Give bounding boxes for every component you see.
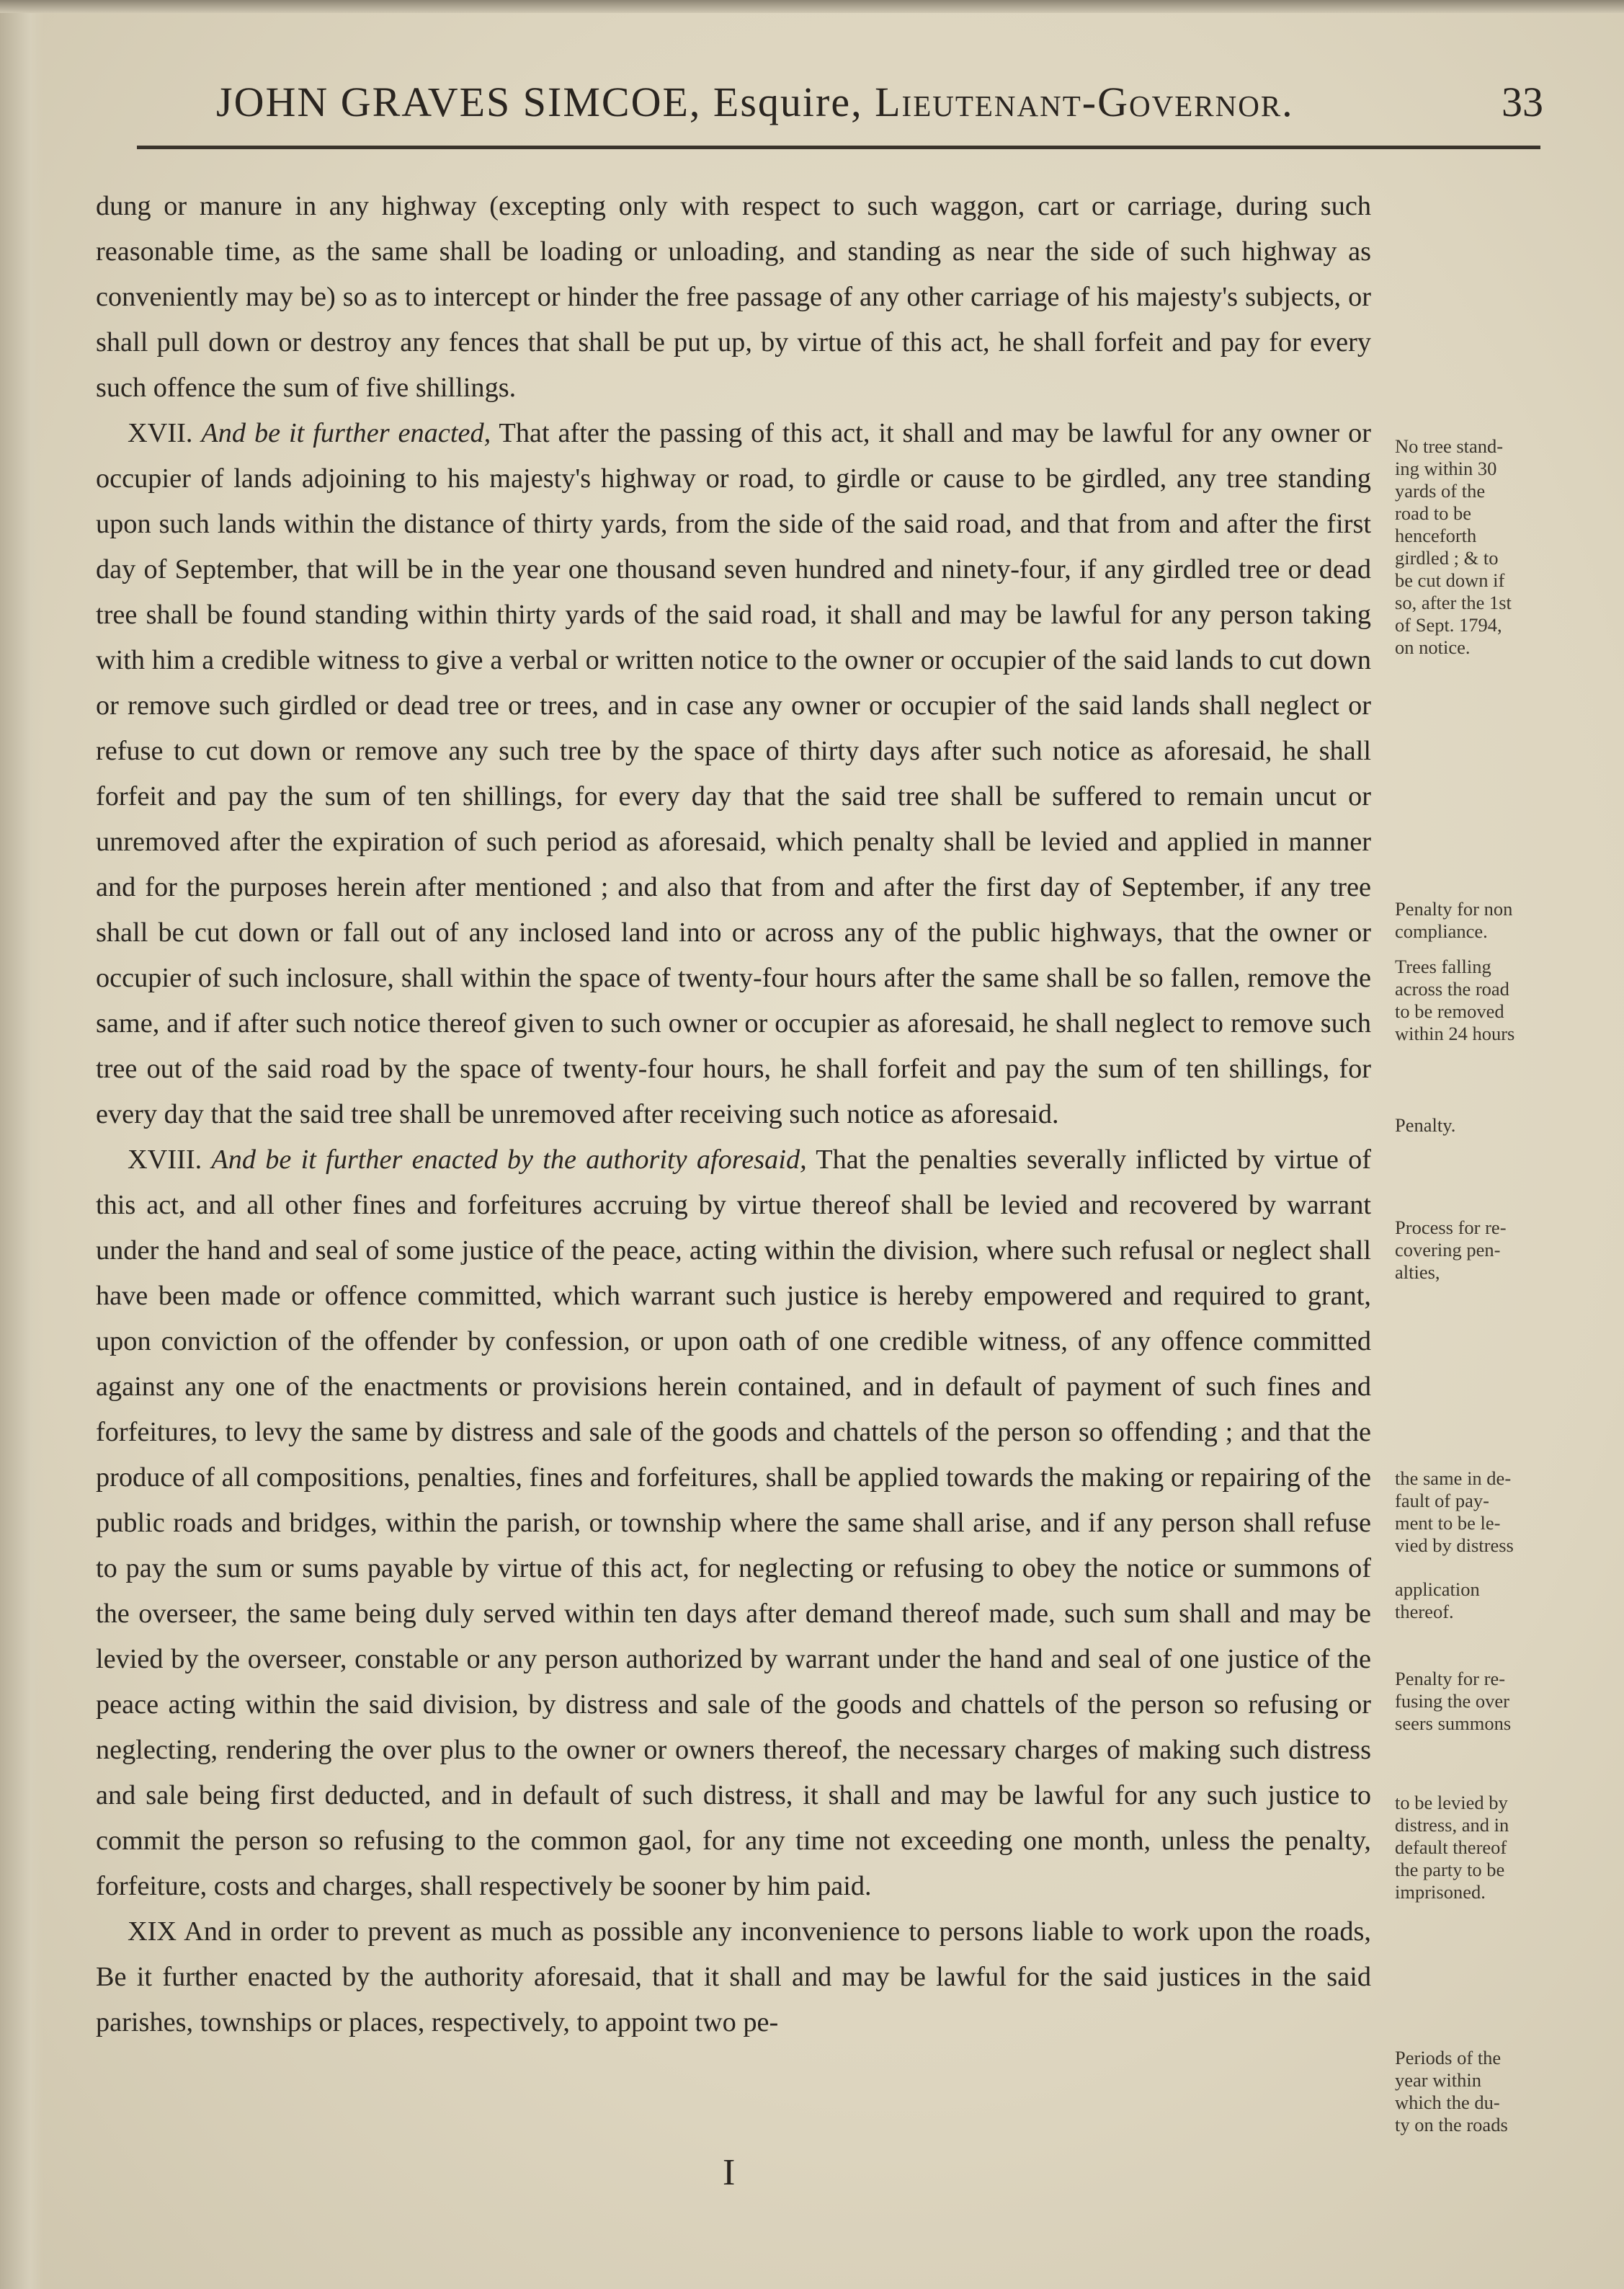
note-line: road to be — [1395, 502, 1471, 524]
main-text — [96, 184, 1371, 2045]
section-number: XIX — [128, 1916, 177, 1947]
note-line: application — [1395, 1578, 1480, 1600]
section-number: XVIII. — [128, 1144, 202, 1175]
note-line: Penalty for re- — [1395, 1668, 1506, 1689]
note-line: Penalty. — [1395, 1114, 1456, 1136]
note-line: covering pen- — [1395, 1239, 1501, 1261]
section-xvii — [96, 411, 1371, 1137]
running-head — [216, 78, 1294, 126]
note-line: year within — [1395, 2069, 1481, 2091]
margin-note-imprisoned — [1395, 1792, 1562, 1903]
note-line: so, after the 1st — [1395, 592, 1512, 613]
note-line: on notice. — [1395, 636, 1471, 658]
note-line: henceforth — [1395, 525, 1477, 546]
margin-note-levy-distress — [1395, 1467, 1562, 1557]
note-line: distress, and in — [1395, 1814, 1509, 1836]
note-line: Periods of the — [1395, 2047, 1502, 2068]
note-line: which the du- — [1395, 2092, 1500, 2113]
margin-note-periods — [1395, 2047, 1562, 2136]
note-line: alties, — [1395, 1261, 1440, 1283]
page-header — [0, 78, 1624, 135]
enacting-clause: And be it further enacted by the authority aforesaid, — [211, 1144, 807, 1175]
note-line: ty on the roads — [1395, 2114, 1508, 2135]
note-line: Trees falling — [1395, 956, 1491, 977]
note-line: girdled ; & to — [1395, 547, 1499, 569]
note-line: to be removed — [1395, 1000, 1504, 1022]
section-text: That the penalties severally inflicted by virtue of this act, and all other fines and forfeitures accruing by virtue thereof shall be levied and recovered by warrant under the hand and seal of some justice of the peace, acting within the division, where such refusal or neglect shall have been made or offence committed, which warrant such justice is hereby empowered and required to grant, upon conviction of the offender by confession, or upon oath of one credible witness, of any offence committed against any one of the enactments or provisions herein contained, and in default of payment of such fines and forfeitures, to levy the same by distress and sale of the goods and chattels of the person so offending ; and that the produce of all compositions, penalties, fines and forfeitures, shall be applied towards the making or repairing of the public roads and bridges, within the parish, or township where the same shall arise, and if any person shall refuse to pay the sum or sums payable by virtue of this act, for neglecting or refusing to obey the notice or summons of the overseer, the same being duly served within ten days after demand thereof made, such sum shall and may be levied by the overseer, constable or any person authorized by warrant under the hand and seal of one justice of the peace acting within the said division, by distress and sale of the goods and chattels of the person so refusing or neglecting, rendering the over plus to the owner or owners thereof, the necessary charges of making such distress and sale being first deducted, and in default of such distress, it shall and may be lawful for any such justice to commit the person so refusing to the common gaol, for any time not exceeding one month, unless the penalty, forfeiture, costs and charges, shall respectively be sooner by him paid. — [96, 1144, 1372, 1901]
note-line: within 24 hours — [1395, 1023, 1515, 1044]
note-line: fusing the over — [1395, 1690, 1509, 1712]
book-binding-shadow — [0, 0, 43, 2289]
note-line: yards of the — [1395, 480, 1486, 502]
note-line: ment to be le- — [1395, 1512, 1501, 1534]
page-number: 33 — [1502, 79, 1543, 125]
note-line: across the road — [1395, 978, 1509, 1000]
header-rule — [137, 146, 1540, 149]
margin-note-process — [1395, 1217, 1562, 1284]
margin-note-tree-standing — [1395, 435, 1562, 659]
enacting-clause: And be it further enacted, — [201, 418, 491, 448]
section-text: And in order to prevent as much as possible any inconvenience to persons liable to work upon the roads, Be it further enacted by the authority aforesaid, that it shall and may be lawful for the said justices in the said parishes, townships or places, respectively, to appoint two pe- — [96, 1916, 1371, 2037]
note-line: Penalty for non — [1395, 898, 1513, 920]
signature-mark: I — [723, 2152, 736, 2193]
running-head-title: Lieutenant-Governor. — [875, 79, 1294, 125]
note-line: the party to be — [1395, 1859, 1505, 1880]
margin-note-penalty — [1395, 1114, 1562, 1137]
note-line: of Sept. 1794, — [1395, 614, 1502, 636]
section-number: XVII. — [128, 418, 193, 448]
note-line: imprisoned. — [1395, 1881, 1486, 1903]
page-top-edge — [0, 0, 1624, 13]
section-xviii — [96, 1137, 1371, 1909]
note-line: vied by distress — [1395, 1534, 1514, 1556]
margin-note-overseers — [1395, 1668, 1562, 1735]
note-line: default thereof — [1395, 1836, 1507, 1858]
note-line: fault of pay- — [1395, 1490, 1489, 1511]
section-text: That after the passing of this act, it shall and may be lawful for any owner or occupier of lands adjoining to his majesty's highway or road, to girdle or cause to be girdled, any tree standing upon such lands within the distance of thirty yards, from the side of the said road, and that from and after the first day of September, that will be in the year one thousand seven hundred and ninety-four, if any girdled tree or dead tree shall be found standing within thirty yards of the said road, it shall and may be lawful for any person taking with him a credible witness to give a verbal or written notice to the owner or occupier of the said lands to cut down or remove such girdled or dead tree or trees, and in case any owner or occupier of the said lands shall neglect or refuse to cut down or remove any such tree by the space of thirty days after such notice as aforesaid, he shall forfeit and pay the sum of ten shillings, for every day that the said tree shall be suffered to remain uncut or unremoved after the expiration of such period as aforesaid, which penalty shall be levied and applied in manner and for the purposes herein after mentioned ; and also that from and after the first day of September, if any tree shall be cut down or fall out of any inclosed land into or across any of the public highways, that the owner or occupier of such inclosure, shall within the space of twenty-four hours after the same shall be so fallen, remove the same, and if after such notice thereof given to such owner or occupier as aforesaid, he shall neglect to remove such tree out of the said road by the space of twenty-four hours, he shall forfeit and pay the sum of ten shillings, for every day that the said tree shall be unremoved after receiving such notice as aforesaid. — [96, 418, 1372, 1129]
margin-note-penalty-non-compliance — [1395, 898, 1562, 943]
margin-note-application — [1395, 1578, 1562, 1623]
running-head-name: JOHN GRAVES SIMCOE, Esquire, — [216, 79, 863, 125]
note-line: compliance. — [1395, 920, 1488, 942]
note-line: to be levied by — [1395, 1792, 1508, 1813]
note-line: be cut down if — [1395, 569, 1505, 591]
section-xix — [96, 1909, 1371, 2045]
note-line: ing within 30 — [1395, 458, 1497, 479]
note-line: No tree stand- — [1395, 435, 1504, 457]
note-line: seers summons — [1395, 1712, 1512, 1734]
note-line: Process for re- — [1395, 1217, 1507, 1238]
note-line: the same in de- — [1395, 1467, 1512, 1489]
paragraph-continuation: dung or manure in any highway (excepting only with respect to such waggon, cart or carriage, during such reasonable time, as the same shall be loading or unloading, and standing as near the side of such highway as conveniently may be) so as to intercept or hinder the free passage of any other carriage of his majesty's subjects, or shall pull down or destroy any fences that shall be put up, by virtue of this act, he shall forfeit and pay for every such offence the sum of five shillings. — [96, 191, 1371, 403]
margin-note-trees-falling — [1395, 956, 1562, 1045]
note-line: thereof. — [1395, 1601, 1454, 1622]
